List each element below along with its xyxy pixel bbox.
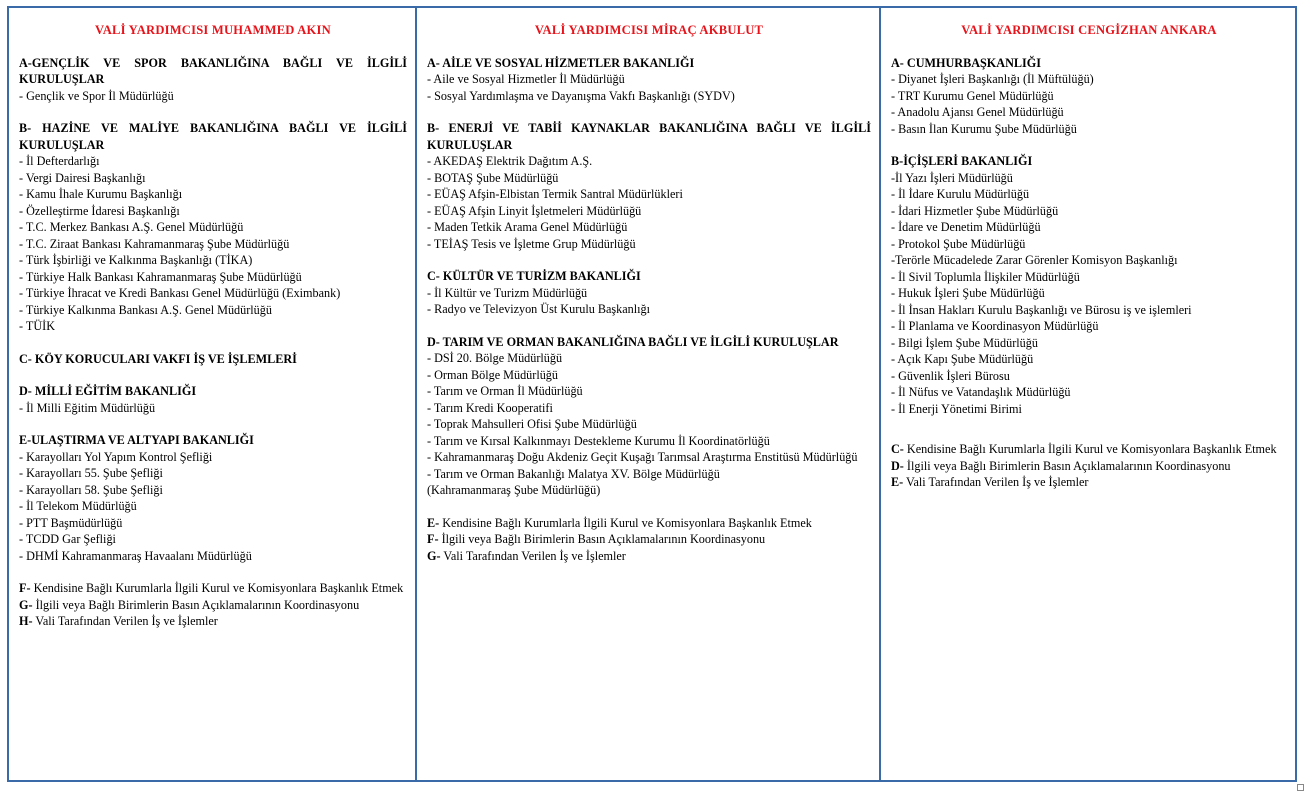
extra-duty-text: İlgili veya Bağlı Birimlerin Basın Açıklamalarının Koordinasyonu (903, 458, 1231, 473)
assignment-table (7, 6, 1297, 782)
section (19, 351, 407, 368)
section-title: C- KÜLTÜR VE TURİZM BAKANLIĞI (427, 269, 641, 283)
section-title: A- CUMHURBAŞKANLIĞI (891, 55, 1041, 70)
section-title: A- AİLE VE SOSYAL HİZMETLER BAKANLIĞI (427, 55, 695, 70)
section (891, 55, 1287, 138)
column-heading: VALİ YARDIMCISI CENGİZHAN ANKARA (961, 23, 1217, 37)
list-item: - Karayolları 55. Şube Şefliği (19, 466, 163, 480)
column-heading: VALİ YARDIMCISI MİRAÇ AKBULUT (534, 23, 764, 37)
list-item: - Hukuk İşleri Şube Müdürlüğü (891, 286, 1045, 300)
section (427, 55, 871, 105)
list-item: - Anadolu Ajansı Genel Müdürlüğü (891, 105, 1064, 119)
section (427, 268, 871, 318)
list-item: - Tarım Kredi Kooperatifi (427, 400, 553, 415)
list-item: - İl İnsan Hakları Kurulu Başkanlığı ve Bürosu iş ve işlemleri (891, 302, 1192, 317)
column-heading: VALİ YARDIMCISI MUHAMMED AKIN (95, 23, 331, 37)
list-item: - Türkiye Kalkınma Bankası A.Ş. Genel Müdürlüğü (19, 302, 272, 317)
extra-duty-item (427, 531, 871, 548)
section (19, 55, 407, 105)
list-item: - TEİAŞ Tesis ve İşletme Grup Müdürlüğü (427, 236, 636, 251)
list-item: - Gençlik ve Spor İl Müdürlüğü (19, 88, 174, 103)
section (427, 120, 871, 252)
extra-duty-text: Kendisine Bağlı Kurumlarla İlgili Kurul ve Komisyonlara Başkanlık Etmek (903, 442, 1277, 456)
list-item: - Tarım ve Orman Bakanlığı Malatya XV. Bölge Müdürlüğü (427, 466, 720, 481)
list-item: - EÜAŞ Afşin Linyit İşletmeleri Müdürlüğü (427, 203, 642, 218)
list-item: - AKEDAŞ Elektrik Dağıtım A.Ş. (427, 154, 593, 168)
extra-duty-item (891, 474, 1287, 491)
list-item: - T.C. Merkez Bankası A.Ş. Genel Müdürlüğü (19, 220, 244, 234)
list-item: - İl Nüfus ve Vatandaşlık Müdürlüğü (891, 385, 1071, 399)
extra-duty-item (891, 458, 1287, 475)
list-item: - TCDD Gar Şefliği (19, 532, 116, 546)
extra-duty-letter: G- (19, 597, 33, 612)
list-item: - Bilgi İşlem Şube Müdürlüğü (891, 335, 1038, 350)
list-item: - Basın İlan Kurumu Şube Müdürlüğü (891, 121, 1077, 136)
list-item: - İl Defterdarlığı (19, 154, 100, 168)
extra-duty-text: Kendisine Bağlı Kurumlarla İlgili Kurul ve Komisyonlara Başkanlık Etmek (30, 581, 404, 595)
list-item: - Kahramanmaraş Doğu Akdeniz Geçit Kuşağı Tarımsal Araştırma Enstitüsü Müdürlüğü (427, 450, 858, 464)
extra-duty-item (891, 441, 1287, 458)
extra-duties (891, 441, 1287, 491)
list-item: - İl Sivil Toplumla İlişkiler Müdürlüğü (891, 269, 1080, 284)
section-title: E-ULAŞTIRMA VE ALTYAPI BAKANLIĞI (19, 433, 254, 447)
extra-duty-item (19, 597, 407, 614)
list-item: - TÜİK (19, 319, 55, 333)
extra-duty-text: Kendisine Bağlı Kurumlarla İlgili Kurul ve Komisyonlara Başkanlık Etmek (439, 515, 812, 530)
extra-duty-item (19, 613, 407, 630)
column-mirac-akbulut (415, 8, 879, 780)
list-item: - Sosyal Yardımlaşma ve Dayanışma Vakfı Başkanlığı (SYDV) (427, 88, 735, 103)
list-item: - Protokol Şube Müdürlüğü (891, 236, 1026, 251)
list-item: - Türk İşbirliği ve Kalkınma Başkanlığı (TİKA) (19, 253, 253, 267)
extra-duty-letter: F- (427, 532, 439, 546)
list-item: - Tarım ve Kırsal Kalkınmayı Destekleme Kurumu İl Koordinatörlüğü (427, 433, 770, 448)
list-item: - Açık Kapı Şube Müdürlüğü (891, 352, 1034, 366)
list-item: - İl Milli Eğitim Müdürlüğü (19, 400, 156, 415)
list-item: - Özelleştirme İdaresi Başkanlığı (19, 203, 180, 218)
extra-duty-letter: F- (19, 581, 31, 595)
extra-duty-letter: E- (891, 475, 904, 489)
extra-duty-text: Vali Tarafından Verilen İş ve İşlemler (32, 614, 218, 628)
list-item: -Terörle Mücadelede Zarar Görenler Komisyon Başkanlığı (891, 253, 1178, 267)
list-item: - Orman Bölge Müdürlüğü (427, 367, 558, 382)
section-title: B- ENERJİ VE TABİİ KAYNAKLAR BAKANLIĞINA BAĞLI VE İLGİLİ KURULUŞLAR (427, 121, 871, 152)
extra-duties (19, 580, 407, 630)
list-item: - İl Kültür ve Turizm Müdürlüğü (427, 285, 588, 300)
list-item: - Radyo ve Televizyon Üst Kurulu Başkanlığı (427, 302, 650, 316)
extra-duty-letter: E- (427, 515, 440, 530)
list-item: - BOTAŞ Şube Müdürlüğü (427, 170, 559, 185)
list-item: - İl Planlama ve Koordinasyon Müdürlüğü (891, 319, 1099, 333)
list-item: - T.C. Ziraat Bankası Kahramanmaraş Şube Müdürlüğü (19, 236, 290, 251)
section-title: B-İÇİŞLERİ BAKANLIĞI (891, 154, 1033, 168)
list-item: - Karayolları 58. Şube Şefliği (19, 482, 163, 497)
list-item: - İl İdare Kurulu Müdürlüğü (891, 187, 1030, 201)
extra-duty-item (427, 515, 871, 532)
extra-duty-text: Vali Tarafından Verilen İş ve İşlemler (440, 548, 626, 563)
list-item: - İl Telekom Müdürlüğü (19, 499, 137, 513)
list-item: - Maden Tetkik Arama Genel Müdürlüğü (427, 220, 628, 234)
list-item: - TRT Kurumu Genel Müdürlüğü (891, 88, 1054, 103)
extra-duty-text: İlgili veya Bağlı Birimlerin Basın Açıklamalarının Koordinasyonu (32, 597, 360, 612)
column-cengizhan-ankara (879, 8, 1295, 780)
list-item: -İl Yazı İşleri Müdürlüğü (891, 170, 1013, 185)
section (19, 432, 407, 564)
list-item: - Türkiye İhracat ve Kredi Bankası Genel Müdürlüğü (Eximbank) (19, 286, 341, 300)
list-item: - EÜAŞ Afşin-Elbistan Termik Santral Müdürlükleri (427, 187, 683, 201)
extra-duty-text: Vali Tarafından Verilen İş ve İşlemler (903, 475, 1089, 489)
list-item: - Aile ve Sosyal Hizmetler İl Müdürlüğü (427, 72, 625, 86)
extra-duty-item (19, 580, 407, 597)
section-title: D- TARIM VE ORMAN BAKANLIĞINA BAĞLI VE İLGİLİ KURULUŞLAR (427, 334, 839, 349)
list-item: - PTT Başmüdürlüğü (19, 515, 123, 530)
resize-handle-icon[interactable] (1297, 784, 1304, 791)
extra-duty-letter: G- (427, 548, 441, 563)
section (427, 334, 871, 499)
extra-duty-item (427, 548, 871, 565)
list-item: - İdari Hizmetler Şube Müdürlüğü (891, 203, 1059, 218)
list-item: - Toprak Mahsulleri Ofisi Şube Müdürlüğü (427, 417, 637, 431)
list-item: (Kahramanmaraş Şube Müdürlüğü) (427, 483, 601, 497)
column-muhammed-akin (9, 8, 415, 780)
list-item: - Güvenlik İşleri Bürosu (891, 368, 1010, 383)
section-title: A-GENÇLİK VE SPOR BAKANLIĞINA BAĞLI VE İLGİLİ KURULUŞLAR (19, 55, 407, 86)
list-item: - Türkiye Halk Bankası Kahramanmaraş Şube Müdürlüğü (19, 269, 302, 284)
section (19, 383, 407, 416)
list-item: - Vergi Dairesi Başkanlığı (19, 170, 146, 185)
list-item: - Diyanet İşleri Başkanlığı (İl Müftülüğü) (891, 72, 1094, 86)
list-item: - DHMİ Kahramanmaraş Havaalanı Müdürlüğü (19, 548, 252, 563)
extra-duty-letter: C- (891, 442, 904, 456)
section-title: D- MİLLİ EĞİTİM BAKANLIĞI (19, 384, 197, 398)
section-title: B- HAZİNE VE MALİYE BAKANLIĞINA BAĞLI VE İLGİLİ KURULUŞLAR (19, 121, 407, 152)
list-item: - DSİ 20. Bölge Müdürlüğü (427, 351, 563, 365)
list-item: - Kamu İhale Kurumu Başkanlığı (19, 187, 183, 201)
extra-duty-text: İlgili veya Bağlı Birimlerin Basın Açıklamalarının Koordinasyonu (438, 532, 766, 546)
list-item: - Karayolları Yol Yapım Kontrol Şefliği (19, 449, 213, 464)
list-item: - İdare ve Denetim Müdürlüğü (891, 220, 1041, 234)
list-item: - Tarım ve Orman İl Müdürlüğü (427, 384, 583, 398)
extra-duty-letter: H- (19, 614, 33, 628)
extra-duties (427, 515, 871, 565)
list-item: - İl Enerji Yönetimi Birimi (891, 401, 1022, 416)
section-title: C- KÖY KORUCULARI VAKFI İŞ VE İŞLEMLERİ (19, 351, 297, 366)
extra-duty-letter: D- (891, 458, 904, 473)
section (891, 153, 1287, 417)
section (19, 120, 407, 335)
